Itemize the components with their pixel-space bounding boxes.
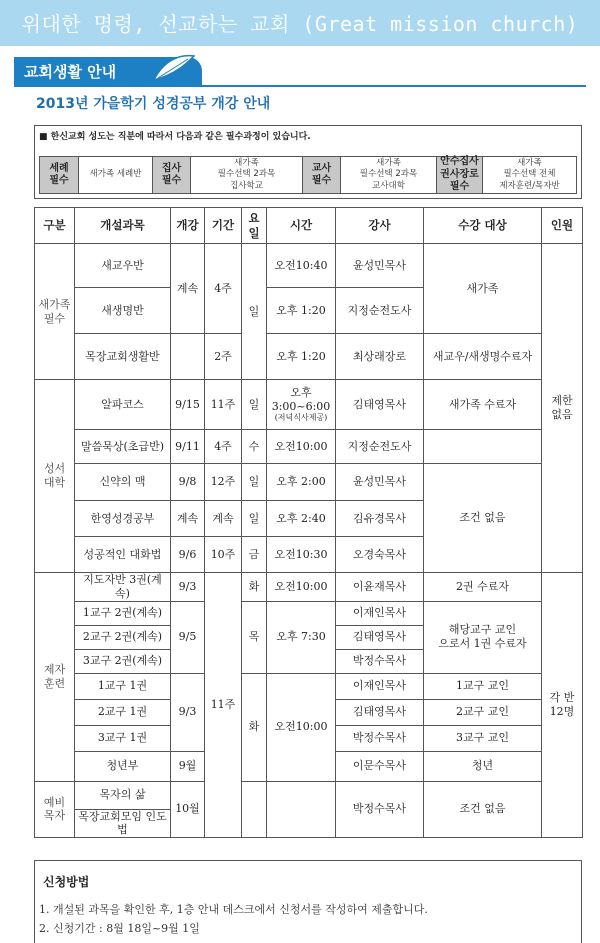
start-cell: 9/5 xyxy=(171,601,205,673)
req-value-elder: 새가족 필수선택 전체 제자훈련/목자반 xyxy=(483,156,577,194)
course-cell: 새생명반 xyxy=(75,288,171,334)
duration-cell: 11주 xyxy=(205,573,242,838)
time-cell: 오전10:30 xyxy=(267,537,336,573)
start-cell: 10월 xyxy=(171,781,205,838)
start-cell: 9/15 xyxy=(171,380,205,430)
time-cell: 오후 2:00 xyxy=(267,464,336,501)
required-notice: ■ 한신교회 성도는 직분에 따라서 다음과 같은 필수과정이 있습니다. xyxy=(39,132,311,142)
target-cell: 2교구 교인 xyxy=(424,699,542,725)
category-cell: 제자 훈련 xyxy=(35,573,75,782)
course-cell: 지도자반 3권(계속) xyxy=(75,573,171,602)
duration-cell: 2주 xyxy=(205,334,242,380)
section-title: 교회생활 안내 xyxy=(24,63,117,81)
course-cell: 2교구 2권(계속) xyxy=(75,625,171,649)
day-cell: 일 xyxy=(242,464,267,501)
capacity-cell: 각 반 12명 xyxy=(542,573,583,838)
target-cell: 2권 수료자 xyxy=(424,573,542,602)
req-value-baptism: 새가족 세례반 xyxy=(79,156,153,194)
start-cell: 9월 xyxy=(171,751,205,781)
target-cell: 새가족 수료자 xyxy=(424,380,542,430)
instructor-cell: 박정수목사 xyxy=(336,781,424,838)
time-cell: 오전10:00 xyxy=(267,673,336,781)
instructor-cell: 지정순전도사 xyxy=(336,430,424,464)
col-header: 구분 xyxy=(35,208,75,244)
col-header: 기간 xyxy=(205,208,242,244)
col-header: 인원 xyxy=(542,208,583,244)
instructor-cell: 윤성민목사 xyxy=(336,464,424,501)
course-cell: 3교구 2권(계속) xyxy=(75,649,171,673)
instructor-cell: 김태영목사 xyxy=(336,699,424,725)
category-cell: 새가족 필수 xyxy=(35,244,75,380)
instructor-cell: 김태영목사 xyxy=(336,625,424,649)
table-row xyxy=(35,380,583,430)
target-cell: 새가족 xyxy=(424,244,542,334)
instructor-cell: 이재인목사 xyxy=(336,673,424,699)
capacity-cell: 제한 없음 xyxy=(542,244,583,573)
course-cell: 새교우반 xyxy=(75,244,171,288)
category-cell: 예비 목자 xyxy=(35,781,75,838)
day-cell: 화 xyxy=(242,573,267,602)
day-cell: 수 xyxy=(242,430,267,464)
course-cell: 목장교회모임 인도법 xyxy=(75,809,171,838)
duration-cell: 12주 xyxy=(205,464,242,501)
table-row xyxy=(35,244,583,288)
course-cell: 목자의 삶 xyxy=(75,781,171,809)
time-cell: 오전10:40 xyxy=(267,244,336,288)
course-cell: 1교구 2권(계속) xyxy=(75,601,171,625)
target-cell: 청년 xyxy=(424,751,542,781)
instructor-cell: 지정순전도사 xyxy=(336,288,424,334)
course-cell: 말씀묵상(초급반) xyxy=(75,430,171,464)
req-label-teacher: 교사 필수 xyxy=(303,156,341,194)
day-cell xyxy=(242,781,267,838)
instructor-cell: 윤성민목사 xyxy=(336,244,424,288)
duration-cell: 4주 xyxy=(205,430,242,464)
course-cell: 청년부 xyxy=(75,751,171,781)
time-cell: 오전10:00 xyxy=(267,430,336,464)
course-table xyxy=(34,207,583,838)
banner-title: 위대한 명령, 선교하는 교회 (Great mission church) xyxy=(21,12,579,36)
table-row xyxy=(35,573,583,602)
start-cell: 계속 xyxy=(171,501,205,537)
target-cell: 새교우/새생명수료자 xyxy=(424,334,542,380)
page-title: 2013년 가을학기 성경공부 개강 안내 xyxy=(36,96,271,112)
time-value: 오후 3:00~6:00 xyxy=(271,385,331,413)
col-header: 요일 xyxy=(242,208,267,244)
day-cell: 목 xyxy=(242,601,267,673)
req-label-deacon: 집사 필수 xyxy=(153,156,191,194)
instructor-cell: 이재인목사 xyxy=(336,601,424,625)
table-row xyxy=(35,781,583,809)
application-section xyxy=(34,860,582,943)
application-line: 2. 신청기간 : 8월 18일~9월 1일 xyxy=(39,922,200,935)
course-cell: 목장교회생활반 xyxy=(75,334,171,380)
col-header: 개강 xyxy=(171,208,205,244)
start-cell: 계속 xyxy=(171,244,205,334)
required-courses-box xyxy=(34,125,582,199)
col-header: 수강 대상 xyxy=(424,208,542,244)
time-note: (저녁식사제공) xyxy=(274,413,328,423)
table-row xyxy=(35,464,583,501)
course-cell: 알파코스 xyxy=(75,380,171,430)
req-label-baptism: 세례 필수 xyxy=(39,156,79,194)
target-cell: 조건 없음 xyxy=(424,464,542,573)
course-cell: 성공적인 대화법 xyxy=(75,537,171,573)
col-header: 강사 xyxy=(336,208,424,244)
req-label-elder: 안수집사 권사장로 필수 xyxy=(437,156,483,194)
instructor-cell: 김태영목사 xyxy=(336,380,424,430)
course-cell: 신약의 맥 xyxy=(75,464,171,501)
time-cell: 오후 1:20 xyxy=(267,288,336,334)
category-cell: 성서 대학 xyxy=(35,380,75,573)
req-value-deacon: 새가족 필수선택 2과목 집사학교 xyxy=(191,156,303,194)
required-grid xyxy=(39,156,577,194)
table-header-row xyxy=(35,208,583,244)
table-row xyxy=(35,673,583,699)
table-row xyxy=(35,430,583,464)
day-cell: 일 xyxy=(242,501,267,537)
instructor-cell: 이문수목사 xyxy=(336,751,424,781)
time-cell: 오후 1:20 xyxy=(267,334,336,380)
target-cell xyxy=(424,430,542,464)
col-header: 시간 xyxy=(267,208,336,244)
start-cell xyxy=(171,334,205,380)
table-row xyxy=(35,334,583,380)
application-line: 1. 개설된 과목을 확인한 후, 1층 안내 데스크에서 신청서를 작성하여 제출합니다. xyxy=(39,903,428,916)
start-cell: 9/8 xyxy=(171,464,205,501)
day-cell: 일 xyxy=(242,244,267,380)
day-cell: 일 xyxy=(242,380,267,430)
duration-cell: 계속 xyxy=(205,501,242,537)
time-cell xyxy=(267,380,336,430)
col-header: 개설과목 xyxy=(75,208,171,244)
course-cell: 3교구 1권 xyxy=(75,725,171,751)
duration-cell: 4주 xyxy=(205,244,242,334)
time-cell: 오전10:00 xyxy=(267,573,336,602)
instructor-cell: 이윤재목사 xyxy=(336,573,424,602)
req-value-teacher: 새가족 필수선택 2과목 교사대학 xyxy=(341,156,437,194)
instructor-cell: 김유경목사 xyxy=(336,501,424,537)
day-cell: 금 xyxy=(242,537,267,573)
instructor-cell: 박정수목사 xyxy=(336,725,424,751)
time-cell xyxy=(267,781,336,838)
time-cell: 오후 2:40 xyxy=(267,501,336,537)
section-divider xyxy=(14,85,586,87)
target-cell: 1교구 교인 xyxy=(424,673,542,699)
start-cell: 9/6 xyxy=(171,537,205,573)
target-cell: 3교구 교인 xyxy=(424,725,542,751)
application-title: 신청방법 xyxy=(43,875,90,889)
top-banner xyxy=(0,0,600,46)
time-cell: 오후 7:30 xyxy=(267,601,336,673)
target-cell: 해당교구 교인 으로서 1권 수료자 xyxy=(424,601,542,673)
duration-cell: 10주 xyxy=(205,537,242,573)
instructor-cell: 오경숙목사 xyxy=(336,537,424,573)
start-cell: 9/11 xyxy=(171,430,205,464)
course-cell: 1교구 1권 xyxy=(75,673,171,699)
table-row xyxy=(35,601,583,625)
instructor-cell: 최상래장로 xyxy=(336,334,424,380)
start-cell: 9/3 xyxy=(171,673,205,751)
day-cell: 화 xyxy=(242,673,267,781)
feather-icon xyxy=(150,52,196,84)
start-cell: 9/3 xyxy=(171,573,205,602)
course-cell: 한영성경공부 xyxy=(75,501,171,537)
course-cell: 2교구 1권 xyxy=(75,699,171,725)
instructor-cell: 박정수목사 xyxy=(336,649,424,673)
target-cell: 조건 없음 xyxy=(424,781,542,838)
duration-cell: 11주 xyxy=(205,380,242,430)
